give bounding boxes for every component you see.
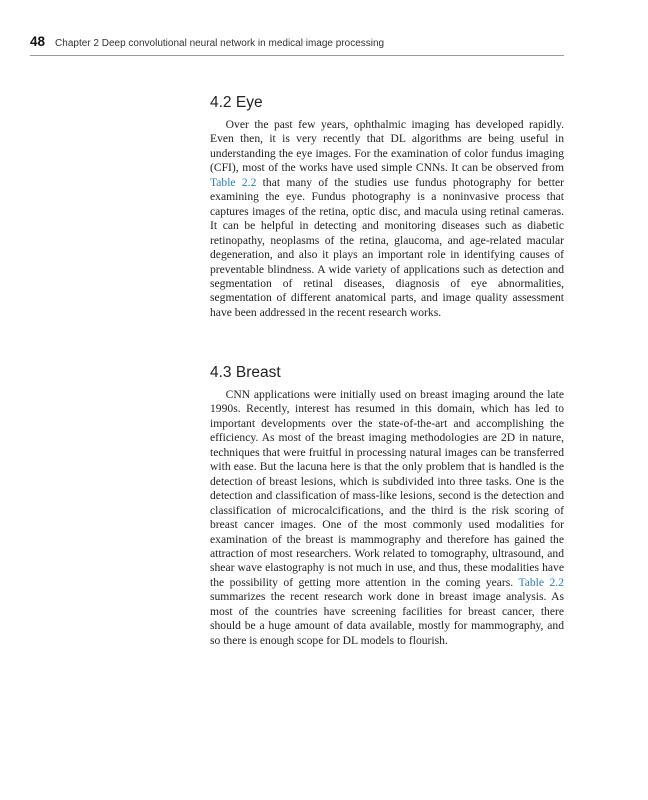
- paragraph-breast: [210, 388, 564, 648]
- table-reference-link[interactable]: Table 2.2: [210, 175, 257, 189]
- running-header: [30, 33, 564, 56]
- page-number: 48: [30, 34, 46, 49]
- paragraph-breast-text-1: CNN applications were initially used on breast imaging around the late 1990s. Recently, interest has resumed in this domain, which has led to important developments over the state-of-the-art and accomplishing the efficiency. As most of the breast imaging methodologies are 2D in nature, techniques that were fruitful in processing natural images can be transferred with ease. But the lacuna here is that the only problem that is handled is the detection of breast lesions, which is subdivided into three tasks. One is the detection and classification of mass-like lesions, second is the detection and classification of microcalcifications, and the third is the risk scoring of breast cancer images. One of the most commonly used modalities for examination of the breast is mammography and therefore has gained the attraction of most researchers. Work related to tomography, ultrasound, and shear wave elastography is not much in use, and thus, these modalities have the possibility of getting more attention in the coming years.: [210, 388, 564, 589]
- section-heading-eye: 4.2 Eye: [210, 94, 263, 111]
- paragraph-eye-text-1: Over the past few years, ophthalmic imaging has developed rapidly. Even then, it is very recently that DL algorithms are being useful in understanding the eye images. For the examination of color fundus imaging (CFI), most of the works have used simple CNNs. It can be observed from: [210, 118, 564, 175]
- chapter-title: Chapter 2 Deep convolutional neural network in medical image processing: [55, 38, 385, 49]
- paragraph-breast-text-2: summarizes the recent research work done in breast image analysis. As most of the countries have screening facilities for breast cancer, there should be a huge amount of data available, mostly for mammography, and so there is enough scope for DL models to flourish.: [210, 590, 564, 647]
- section-eye: [210, 94, 564, 320]
- table-reference-link[interactable]: Table 2.2: [518, 575, 564, 589]
- paragraph-eye-text-2: that many of the studies use fundus photography for better examining the eye. Fundus photography is a noninvasive process that captures images of the retina, optic disc, and macula using retinal cameras. It can be helpful in detecting and monitoring diseases such as diabetic retinopathy, neoplasms of the retina, glaucoma, and age-related macular degeneration, and also it plays an important role in identifying causes of preventable blindness. A wide variety of applications such as detection and segmentation of retinal diseases, diagnosis of eye abnormalities, segmentation of different anatomical parts, and image quality assessment have been addressed in the recent research works.: [210, 175, 564, 319]
- section-heading-breast: 4.3 Breast: [210, 364, 281, 381]
- section-breast: [210, 364, 564, 648]
- paragraph-eye: [210, 118, 564, 320]
